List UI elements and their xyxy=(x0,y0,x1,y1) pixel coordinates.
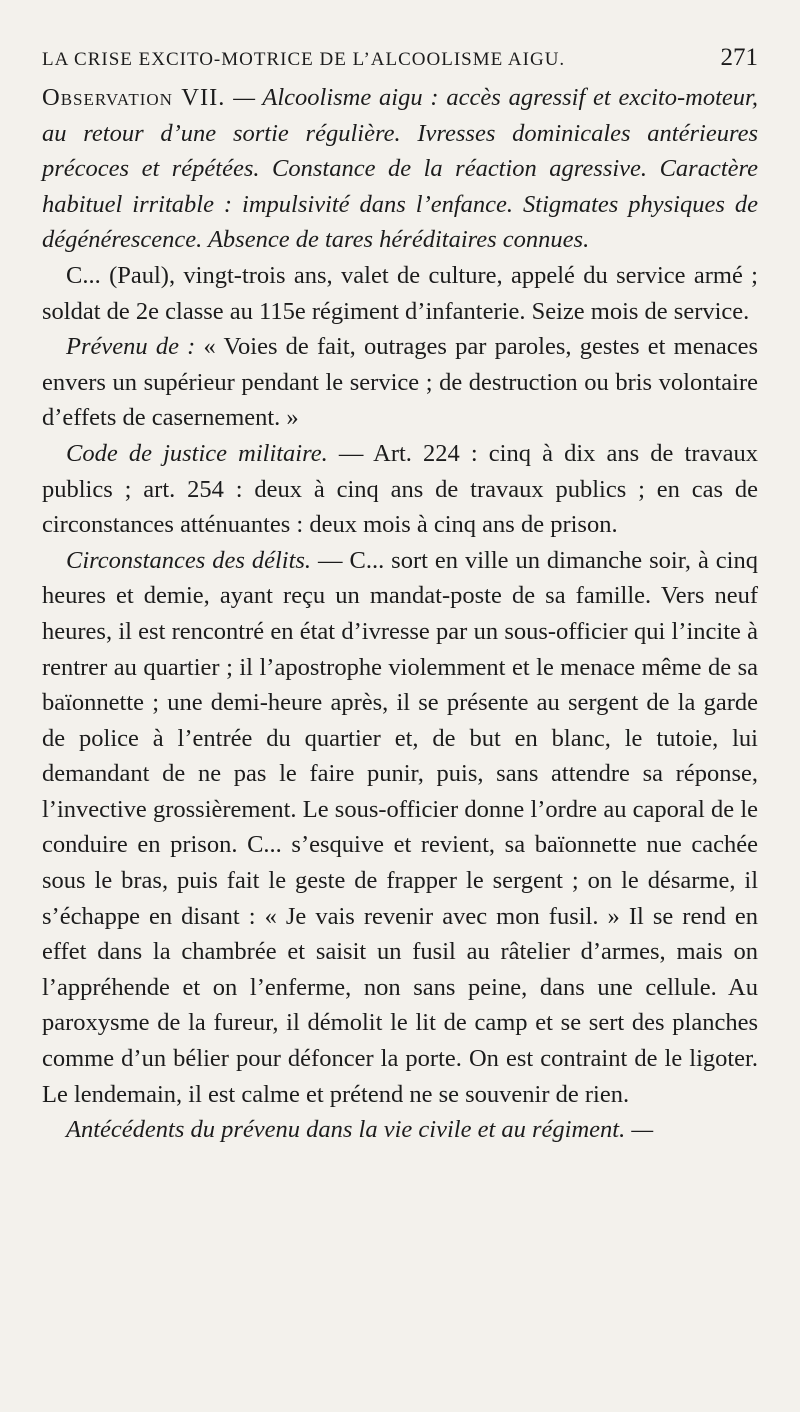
identity-paragraph: C... (Paul), vingt-trois ans, valet de culture, appelé du service armé ; soldat de 2e classe au 115e régiment d’infanterie. Seize mois de service. xyxy=(42,261,758,325)
observation-dash: — xyxy=(225,84,263,111)
circumstances-label: Circonstances des délits. xyxy=(66,546,312,574)
circumstances-paragraph xyxy=(42,543,758,1113)
running-title: LA CRISE EXCITO-MOTRICE DE L’ALCOOLISME AIGU. xyxy=(42,49,566,70)
antecedents-paragraph: Antécédents du prévenu dans la vie civile et au régiment. — xyxy=(66,1116,654,1144)
code-label: Code de justice militaire. xyxy=(66,439,328,467)
observation-heading xyxy=(42,80,758,258)
code-paragraph xyxy=(42,436,758,543)
prevenu-paragraph xyxy=(42,329,758,436)
prevenu-text: « Voies de fait, outrages par paroles, gestes et menaces envers un supérieur pendant le service ; de destruction ou bris volontaire d’effets de casernement. » xyxy=(42,333,758,432)
page-number: 271 xyxy=(720,44,758,71)
code-text: — Art. 224 : cinq à dix ans de travaux publics ; art. 254 : deux à cinq ans de travaux publics ; en cas de circonstances atténuantes : deux mois à cinq ans de prison. xyxy=(42,439,758,539)
running-header xyxy=(42,44,758,78)
prevenu-label: Prévenu de : xyxy=(66,333,196,361)
observation-summary: Alcoolisme aigu : accès agressif et excito-moteur, au retour d’une sortie régulière. Ivresses dominicales antérieures précoces et répétées. Constance de la réaction agressive. Caractère habituel irritable : impulsivité dans l’enfance. Stigmates physiques de dégénérescence. Absence de tares héréditaires connues. xyxy=(42,84,758,254)
observation-label: Observation VII. xyxy=(42,84,226,111)
circumstances-text: — C... sort en ville un dimanche soir, à cinq heures et demie, ayant reçu un mandat-poste de sa famille. Vers neuf heures, il est rencontré en état d’ivresse par un sous-officier qui l’incite à rentrer au quartier ; il l’apostrophe violemment et le menace même de sa baïonnette ; une demi-heure après, il se présente au sergent de la garde de police à l’entrée du quartier et, de but en blanc, le tutoie, lui demandant de ne pas le faire punir, puis, sans attendre sa réponse, l’invective grossièrement. Le sous-officier donne l’ordre au caporal de le conduire en prison. C... s’esquive et revient, sa baïonnette nue cachée sous le bras, puis fait le geste de frapper le sergent ; on le désarme, il s’échappe en disant : « Je vais revenir avec mon fusil. » Il se rend en effet dans la chambrée et saisit un fusil au râtelier d’armes, mais on l’appréhende et on l’enferme, non sans peine, dans une cellule. Au paroxysme de la fureur, il démolit le lit de camp et se sert des planches comme d’un bélier pour défoncer la porte. On est contraint de le ligoter. Le lendemain, il est calme et prétend ne se souvenir de rien. xyxy=(42,546,758,1108)
